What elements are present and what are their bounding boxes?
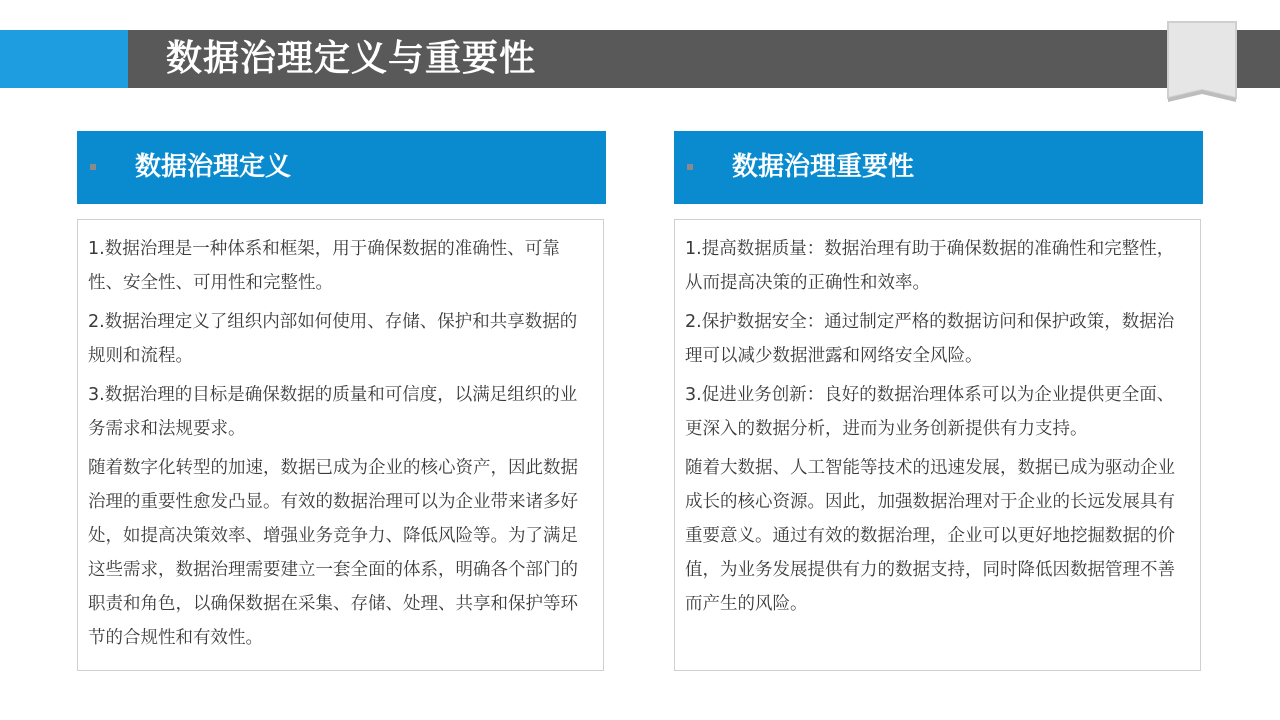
importance-point-1: 1.提高数据质量：数据治理有助于确保数据的准确性和完整性，从而提高决策的正确性和效率。 — [685, 239, 1175, 293]
definition-point-1: 1.数据治理是一种体系和框架，用于确保数据的准确性、可靠性、安全性、可用性和完整性。 — [88, 239, 560, 293]
panel-title-importance: 数据治理重要性 — [732, 152, 915, 182]
page-title: 数据治理定义与重要性 — [166, 38, 537, 79]
panel-header-definition — [77, 131, 606, 204]
title-accent-block — [0, 30, 128, 88]
panel-title-definition: 数据治理定义 — [135, 152, 292, 182]
panel-body-importance — [674, 219, 1201, 671]
panel-header-importance — [674, 131, 1203, 204]
definition-point-3: 3.数据治理的目标是确保数据的质量和可信度，以满足组织的业务需求和法规要求。 — [88, 385, 578, 439]
importance-point-2: 2.保护数据安全：通过制定严格的数据访问和保护政策，数据治理可以减少数据泄露和网络安全风险。 — [685, 312, 1175, 366]
definition-point-2: 2.数据治理定义了组织内部如何使用、存储、保护和共享数据的规则和流程。 — [88, 312, 578, 366]
importance-summary: 随着大数据、人工智能等技术的迅速发展，数据已成为驱动企业成长的核心资源。因此，加强数据治理对于企业的长远发展具有重要意义。通过有效的数据治理，企业可以更好地挖掘数据的价值，为业务发展提供有力的数据支持，同时降低因数据管理不善而产生的风险。 — [685, 458, 1175, 614]
importance-point-3: 3.促进业务创新：良好的数据治理体系可以为企业提供更全面、更深入的数据分析，进而为业务创新提供有力支持。 — [685, 385, 1175, 439]
bookmark-icon — [1166, 20, 1238, 102]
definition-summary: 随着数字化转型的加速，数据已成为企业的核心资产，因此数据治理的重要性愈发凸显。有效的数据治理可以为企业带来诸多好处，如提高决策效率、增强业务竞争力、降低风险等。为了满足这些需求，数据治理需要建立一套全面的体系，明确各个部门的职责和角色，以确保数据在采集、存储、处理、共享和保护等环节的合规性和有效性。 — [88, 458, 578, 648]
bullet-square-icon — [687, 164, 693, 170]
panel-body-definition — [77, 219, 604, 671]
bullet-square-icon — [90, 164, 96, 170]
